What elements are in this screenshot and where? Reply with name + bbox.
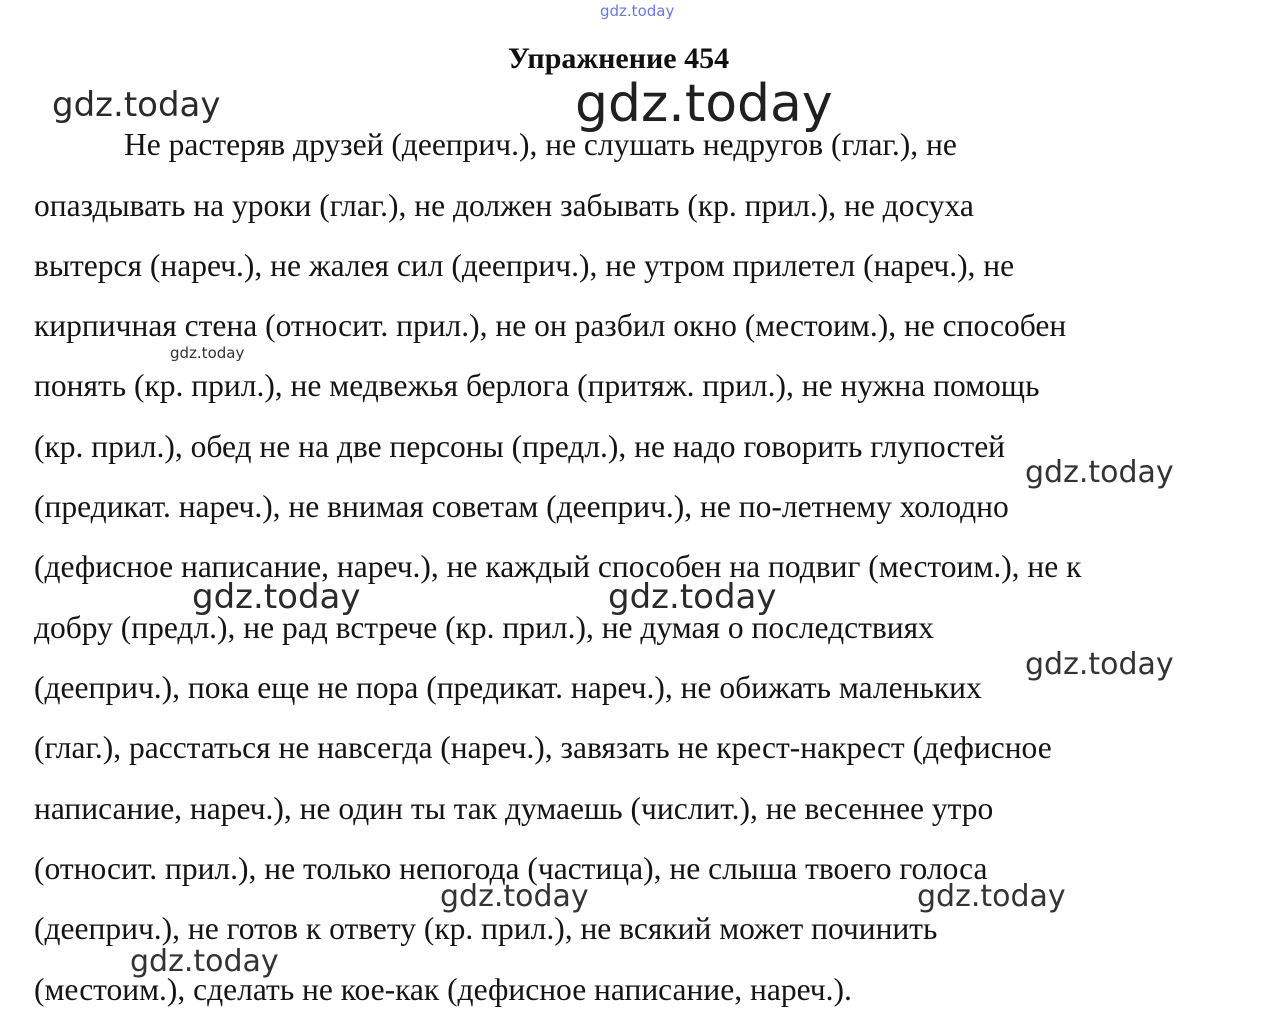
text-line: (предикат. нареч.), не внимая советам (дееприч.), не по-летнему холодно [34,489,1009,524]
watermark: gdz.today [170,344,245,362]
text-line: добру (предл.), не рад встрече (кр. прил.), не думая о последствиях [34,610,934,645]
text-line: (дееприч.), пока еще не пора (предикат. нареч.), не обижать маленьких [34,670,982,705]
watermark: gdz.today [608,577,777,617]
watermark: gdz.today [440,879,589,914]
text-line: понять (кр. прил.), не медвежья берлога (притяж. прил.), не нужна помощь [34,368,1040,403]
text-line: вытерся (нареч.), не жалея сил (дееприч.), не утром прилетел (нареч.), не [34,248,1015,283]
watermark: gdz.today [1025,647,1174,682]
watermark: gdz.today [1025,455,1174,490]
watermark: gdz.today [917,879,1066,914]
text-line: написание, нареч.), не один ты так думаешь (числит.), не весеннее утро [34,791,994,826]
text-line: кирпичная стена (относит. прил.), не он разбил окно (местоим.), не способен [34,308,1067,343]
text-line: (кр. прил.), обед не на две персоны (предл.), не надо говорить глупостей [34,429,1006,464]
watermark: gdz.today [575,74,833,134]
text-line: Не растеряв друзей (дееприч.), не слушать недругов (глаг.), не [124,127,957,162]
text-line: опаздывать на уроки (глаг.), не должен забывать (кр. прил.), не досуха [34,188,974,223]
text-line: (дееприч.), не готов к ответу (кр. прил.), не всякий может починить [34,911,938,946]
text-line: (местоим.), сделать не кое-как (дефисное написание, нареч.). [34,972,852,1007]
text-line: (относит. прил.), не только непогода (частица), не слыша твоего голоса [34,851,988,886]
text-line: (глаг.), расстаться не навсегда (нареч.), завязать не крест-накрест (дефисное [34,730,1052,765]
watermark: gdz.today [52,85,221,125]
watermark: gdz.today [130,944,279,979]
watermark: gdz.today [600,2,675,20]
page-title: Упражнение 454 [507,42,730,75]
text-line: (дефисное написание, нареч.), не каждый способен на подвиг (местоим.), не к [34,549,1082,584]
watermark: gdz.today [192,577,361,617]
